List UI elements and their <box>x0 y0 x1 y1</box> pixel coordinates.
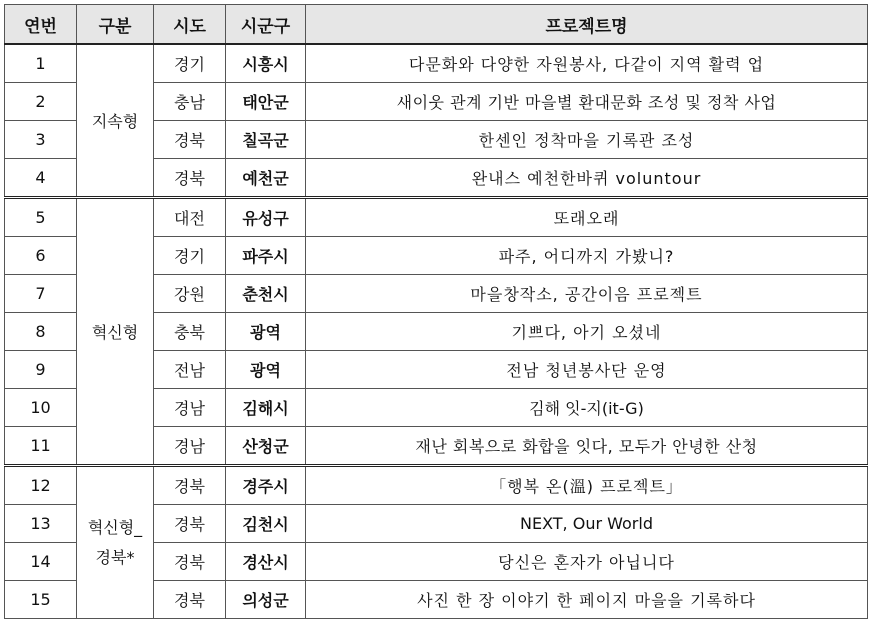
row-province: 경북 <box>154 159 226 198</box>
table-row <box>5 198 868 237</box>
row-project: 완내스 예천한바퀴 voluntour <box>306 159 868 198</box>
header-province: 시도 <box>154 5 226 45</box>
row-city: 김해시 <box>226 389 306 427</box>
row-city: 광역 <box>226 313 306 351</box>
row-no: 13 <box>5 505 77 543</box>
group-label: 혁신형_경북* <box>77 466 154 619</box>
row-no: 12 <box>5 466 77 505</box>
row-province: 충북 <box>154 313 226 351</box>
row-project: 재난 회복으로 화합을 잇다, 모두가 안녕한 산청 <box>306 427 868 466</box>
row-province: 경남 <box>154 427 226 466</box>
row-project: 사진 한 장 이야기 한 페이지 마을을 기록하다 <box>306 581 868 619</box>
header-no: 연번 <box>5 5 77 45</box>
row-project: 전남 청년봉사단 운영 <box>306 351 868 389</box>
row-project: 「행복 온(溫) 프로젝트」 <box>306 466 868 505</box>
row-city: 파주시 <box>226 237 306 275</box>
row-no: 15 <box>5 581 77 619</box>
row-city: 태안군 <box>226 83 306 121</box>
row-no: 1 <box>5 44 77 83</box>
row-no: 5 <box>5 198 77 237</box>
header-project: 프로젝트명 <box>306 5 868 45</box>
row-no: 7 <box>5 275 77 313</box>
row-city: 경주시 <box>226 466 306 505</box>
row-province: 경기 <box>154 237 226 275</box>
row-province: 경남 <box>154 389 226 427</box>
row-city: 시흥시 <box>226 44 306 83</box>
row-province: 강원 <box>154 275 226 313</box>
row-city: 춘천시 <box>226 275 306 313</box>
row-city: 유성구 <box>226 198 306 237</box>
table-row <box>5 466 868 505</box>
project-table <box>4 4 868 619</box>
group-label: 혁신형 <box>77 198 154 466</box>
row-project: 파주, 어디까지 가봤니? <box>306 237 868 275</box>
row-city: 김천시 <box>226 505 306 543</box>
row-project: 다문화와 다양한 자원봉사, 다같이 지역 활력 업 <box>306 44 868 83</box>
row-province: 경북 <box>154 581 226 619</box>
header-row <box>5 5 868 45</box>
row-project: 마을창작소, 공간이음 프로젝트 <box>306 275 868 313</box>
header-city: 시군구 <box>226 5 306 45</box>
row-province: 충남 <box>154 83 226 121</box>
row-city: 예천군 <box>226 159 306 198</box>
row-no: 9 <box>5 351 77 389</box>
row-no: 6 <box>5 237 77 275</box>
row-no: 8 <box>5 313 77 351</box>
row-province: 경북 <box>154 505 226 543</box>
row-city: 칠곡군 <box>226 121 306 159</box>
row-province: 대전 <box>154 198 226 237</box>
row-project: NEXT, Our World <box>306 505 868 543</box>
row-city: 경산시 <box>226 543 306 581</box>
row-project: 당신은 혼자가 아닙니다 <box>306 543 868 581</box>
table-row <box>5 44 868 83</box>
row-province: 경기 <box>154 44 226 83</box>
row-province: 경북 <box>154 466 226 505</box>
row-province: 전남 <box>154 351 226 389</box>
row-no: 10 <box>5 389 77 427</box>
row-city: 의성군 <box>226 581 306 619</box>
row-province: 경북 <box>154 121 226 159</box>
row-city: 광역 <box>226 351 306 389</box>
row-no: 3 <box>5 121 77 159</box>
row-no: 2 <box>5 83 77 121</box>
header-type: 구분 <box>77 5 154 45</box>
row-project: 기쁘다, 아기 오셨네 <box>306 313 868 351</box>
group-label: 지속형 <box>77 44 154 198</box>
row-project: 또래오래 <box>306 198 868 237</box>
row-province: 경북 <box>154 543 226 581</box>
row-project: 한센인 정착마을 기록관 조성 <box>306 121 868 159</box>
row-no: 14 <box>5 543 77 581</box>
row-no: 11 <box>5 427 77 466</box>
row-city: 산청군 <box>226 427 306 466</box>
row-no: 4 <box>5 159 77 198</box>
row-project: 김해 잇-지(it-G) <box>306 389 868 427</box>
row-project: 새이웃 관계 기반 마을별 환대문화 조성 및 정착 사업 <box>306 83 868 121</box>
